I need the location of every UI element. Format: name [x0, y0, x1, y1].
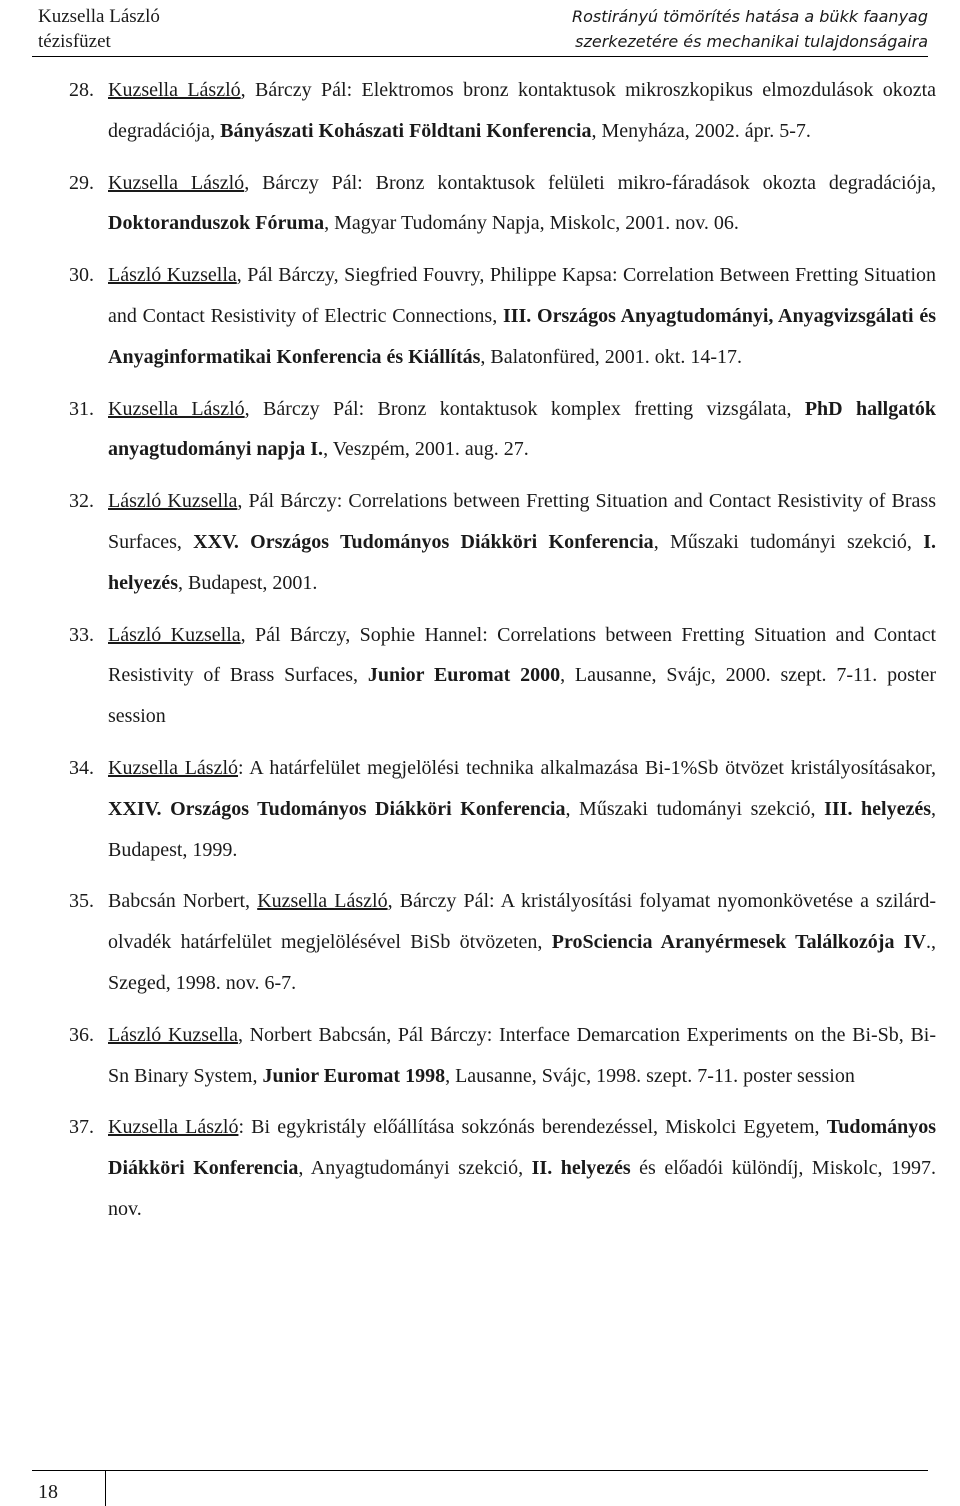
publication-text: , Pál Bárczy: Correlations between Fretting Situation and Contact Resistivity of Brass Surfaces,: [108, 490, 937, 553]
publication-list: [0, 70, 960, 1241]
publication-item: [0, 481, 960, 603]
publication-item: [0, 163, 960, 245]
venue-name: PhD hallgatók anyagtudományi napja I.: [108, 397, 936, 461]
author-self-name: László Kuzsella: [108, 623, 241, 646]
venue-name: II. helyezés: [531, 1157, 631, 1180]
venue-name: III. Országos Anyagtudományi, Anyagvizsgálati és Anyaginformatikai Konferencia és Kiállítás: [108, 304, 936, 368]
publication-text: és előadói különdíj, Miskolc, 1997. nov.: [108, 1157, 936, 1220]
publication-item: [0, 1107, 960, 1229]
publication-number: 36.: [69, 1023, 94, 1046]
author-self-name: László Kuzsella: [108, 490, 238, 513]
publication-item: [0, 881, 960, 1003]
venue-name: XXV. Országos Tudományos Diákköri Konferencia: [193, 530, 654, 553]
venue-name: XXIV. Országos Tudományos Diákköri Konferencia: [108, 797, 566, 820]
author-self-name: László Kuzsella: [108, 264, 237, 287]
publication-number: 34.: [69, 756, 94, 779]
header-title-block: [572, 4, 928, 54]
header-title-line-2: szerkezetére és mechanikai tulajdonságaira: [575, 32, 928, 51]
publication-item: [0, 615, 960, 737]
author-self-name: László Kuzsella: [108, 1023, 238, 1046]
publication-number: 28.: [69, 79, 94, 101]
publication-number: 33.: [69, 623, 94, 646]
publication-text: , Pál Bárczy, Siegfried Fouvry, Philippe Kapsa: Correlation Between Fretting Situation and Contact Resistivity of Electric Connections,: [108, 264, 936, 327]
publication-text: , Műszaki tudományi szekció,: [653, 530, 924, 553]
publication-text: ., Szeged, 1998. nov. 6-7.: [108, 931, 936, 994]
publication-text: , Lausanne, Svájc, 2000. szept. 7-11. poster session: [108, 664, 936, 728]
publication-number: 35.: [69, 890, 94, 913]
publication-text: , Műszaki tudományi szekció,: [565, 797, 825, 820]
header-author-block: [38, 4, 160, 54]
publication-item: [0, 255, 960, 377]
page-header: [0, 0, 960, 54]
publication-number: 31.: [69, 397, 94, 420]
publication-text: , Bárczy Pál: Bronz kontaktusok komplex fretting vizsgálata,: [244, 397, 805, 420]
header-title-line-1: Rostirányú tömörítés hatása a bükk faanyag: [571, 7, 928, 26]
publication-text: Babcsán Norbert,: [108, 890, 258, 913]
publication-text: , Norbert Babcsán, Pál Bárczy: Interface Demarcation Experiments on the Bi-Sb, Bi-Sn Binary System,: [108, 1023, 937, 1087]
publication-item: [0, 389, 960, 471]
page-number: 18: [38, 1481, 58, 1503]
author-self-name: Kuzsella László: [108, 79, 241, 101]
publication-text: , Bárczy Pál: A kristályosítási folyamat nyomonkövetése a szilárd-olvadék határfelület megjelölésével BiSb ötvözeten,: [108, 890, 937, 954]
footer-vertical-divider: [105, 1470, 106, 1506]
publication-text: , Veszpém, 2001. aug. 27.: [323, 438, 529, 461]
publication-text: , Anyagtudományi szekció,: [298, 1157, 532, 1180]
publication-item: [0, 748, 960, 870]
venue-name: ProSciencia Aranyérmesek Találkozója IV: [551, 931, 926, 954]
author-self-name: Kuzsella László: [257, 890, 388, 913]
publication-text: , Budapest, 1999.: [108, 797, 936, 861]
venue-name: Tudományos Diákköri Konferencia: [108, 1116, 937, 1180]
publication-text: : A határfelület megjelölési technika alkalmazása Bi-1%Sb ötvözet kristályosításakor,: [238, 756, 936, 779]
venue-name: Doktoranduszok Fóruma: [108, 212, 325, 235]
author-self-name: Kuzsella László: [108, 756, 239, 779]
author-self-name: Kuzsella László: [108, 1116, 239, 1139]
publication-text: : Bi egykristály előállítása sokzónás berendezéssel, Miskolci Egyetem,: [238, 1116, 827, 1139]
publication-number: 29.: [69, 171, 94, 194]
venue-name: Junior Euromat 2000: [367, 664, 561, 687]
author-self-name: Kuzsella László: [108, 171, 245, 194]
publication-text: , Menyháza, 2002. ápr. 5-7.: [591, 119, 811, 142]
publication-item: [0, 70, 960, 152]
venue-name: Junior Euromat 1998: [262, 1064, 446, 1087]
venue-name: III. helyezés: [824, 797, 931, 820]
publication-text: , Bárczy Pál: Bronz kontaktusok felületi mikro-fáradások okozta degradációja,: [244, 171, 937, 194]
header-doc-type: tézisfüzet: [38, 31, 111, 52]
header-author: Kuzsella László: [38, 6, 160, 27]
author-self-name: Kuzsella László: [108, 397, 245, 420]
publication-text: , Lausanne, Svájc, 1998. szept. 7-11. poster session: [445, 1064, 855, 1087]
venue-name: Bányászati Kohászati Földtani Konferencia: [220, 119, 592, 142]
publication-text: , Pál Bárczy, Sophie Hannel: Correlations between Fretting Situation and Contact Resistivity of Brass Surfaces,: [108, 623, 937, 687]
publication-text: , Budapest, 2001.: [177, 571, 318, 594]
publication-item: [0, 1015, 960, 1097]
publication-text: , Magyar Tudomány Napja, Miskolc, 2001. nov. 06.: [324, 212, 739, 235]
publication-text: , Balatonfüred, 2001. okt. 14-17.: [480, 345, 743, 368]
publication-number: 30.: [69, 264, 94, 287]
header-divider: [32, 56, 928, 57]
venue-name: I. helyezés: [108, 530, 936, 594]
publication-text: , Bárczy Pál: Elektromos bronz kontaktusok mikroszkopikus elmozdulások okozta degradációja,: [108, 79, 937, 142]
publication-number: 32.: [69, 490, 94, 513]
publication-number: 37.: [69, 1116, 94, 1139]
footer-divider: [32, 1470, 928, 1471]
